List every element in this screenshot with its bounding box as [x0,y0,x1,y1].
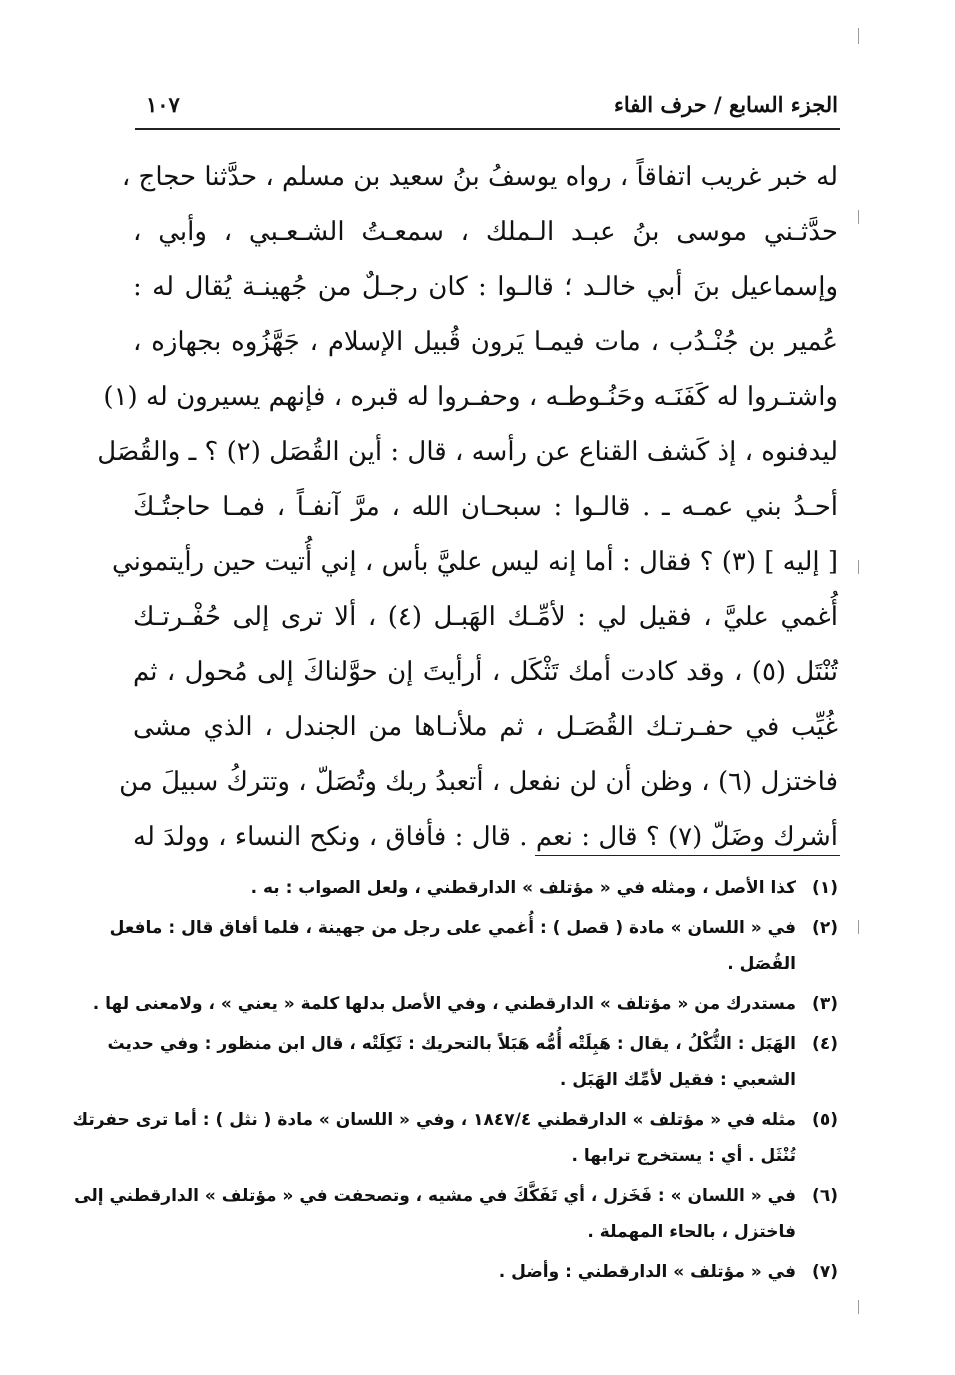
text-line: أشرك وضَلّ (٧) ؟ قال : نعم . قال : فأفاق ، ونكح النساء ، وولدَ له [133,822,839,852]
footnote-text: فاختزل ، بالحاء المهملة . [587,1222,796,1242]
running-header [138,86,838,126]
footnotes [72,870,838,1294]
text-line: عُمير بن جُنْـدُب ، مات فيمـا يَرون قُبيل الإسلام ، جَهَّزُوه بجهازه ، [133,327,838,357]
text-line: أُغمي عليَّ ، فقيل لي : لأمِّـك الهَبـل (٤) ، ألا ترى إلى حُفْـرتـك [133,602,838,632]
footnote-text: في « مؤتلف » الدارقطني : وأضل . [498,1262,796,1282]
header-rule [135,128,840,130]
footnote-text: الهَبَل : الثُّكْلُ ، يقال : هَبِلَتْه أُمُّه هَبَلاً بالتحريك : ثَكِلَتْه ، قال ابن منظور : وفي حديث [107,1034,796,1054]
footnote-number: (٦) [812,1186,838,1206]
text-line: تُنْتَل (٥) ، وقد كادت أمك تَثْكَل ، أرأيتَ إن حوَّلناكَ إلى مُحول ، ثم [133,657,839,687]
page-number: ١٠٧ [146,92,180,117]
scan-margin-mark [858,560,859,574]
text-line: وإسماعيل بنَ أبي خالـد ؛ قالـوا : كان رجـلٌ من جُهينـة يُقال له : [133,272,838,302]
footnote-text: في « اللسان » : فَخَزل ، أي تَفَكَّكَ في مشيه ، وتصحفت في « مؤتلف » الدارقطني إلى [74,1186,796,1206]
text-line: ليدفنوه ، إذ كَشف القناع عن رأسه ، قال : أين القُصَل (٢) ؟ ـ والقُصَل [97,437,838,467]
footnote [92,986,838,1022]
footnote [109,910,838,982]
text-line: فاختزل (٦) ، وظن أن لن نفعل ، أتعبدُ ربك وتُصَلّ ، وتتركُ سبيلَ من [119,767,838,797]
footnote [133,1254,838,1290]
footnote-number: (٣) [812,994,838,1014]
footnote-text: مثله في « مؤتلف » الدارقطني ١٨٤٧/٤ ، وفي « اللسان » مادة ( نثل ) : أما ترى حفرتك [72,1110,796,1130]
footnote-text: الشعبي : فقيل لأمِّك الهَبَل . [559,1070,796,1090]
footnote [107,1026,838,1098]
footnote-number: (٥) [812,1110,838,1130]
main-text [97,150,839,865]
footnote-text: القُصَل . [727,954,796,974]
scan-margin-mark [858,210,859,224]
footnote-text: في « اللسان » مادة ( قصل ) : أُغمي على رجل من جهينة ، فلما أفاق قال : مافعل [109,918,796,938]
footnote-text: مستدرك من « مؤتلف » الدارقطني ، وفي الأصل بدلها كلمة « يعني » ، ولامعنى لها . [92,994,796,1014]
footnote [133,870,838,906]
header-title: الجزء السابع / حرف الفاء [613,92,838,117]
footnote-number: (٧) [812,1262,838,1282]
text-line: حدَّثـني موسى بنُ عبـد الـملك ، سمعـتُ الشـعـبي ، وأبي ، [133,217,838,247]
footnote-number: (١) [812,878,838,898]
text-line: له خبر غريب اتفاقاً ، رواه يوسفُ بنُ سعيد بن مسلم ، حدَّثنا حجاج ، [121,162,838,192]
footnote-text: تُنْثَل . أي : يستخرج ترابها . [571,1146,796,1166]
scan-margin-mark [858,28,859,44]
text-line: غُيِّب في حفـرتـك القُصَـل ، ثم ملأنـاها من الجندل ، الذي مشى [133,712,838,742]
text-line: واشتـروا له كَفَنَـه وحَنُـوطـه ، وحفـروا له قبره ، فإنهم يسيرون له (١) [103,382,838,412]
text-line: [ إليه ] (٣) ؟ فقال : أما إنه ليس عليَّ بأس ، إني أُتيت حين رأيتموني [111,547,838,577]
footnote-separator [535,855,840,856]
footnote [72,1102,838,1174]
footnote [74,1178,838,1250]
footnote-number: (٢) [812,918,838,938]
footnote-number: (٤) [812,1034,838,1054]
text-line: أحـدُ بني عمـه ـ . قالـوا : سبحـان الله ، مرَّ آنفـاً ، فمـا حاجتُـكَ [133,492,838,522]
scan-margin-mark [858,920,859,934]
footnote-text: كذا الأصل ، ومثله في « مؤتلف » الدارقطني ، ولعل الصواب : به . [250,878,796,898]
scan-margin-mark [858,1300,859,1314]
